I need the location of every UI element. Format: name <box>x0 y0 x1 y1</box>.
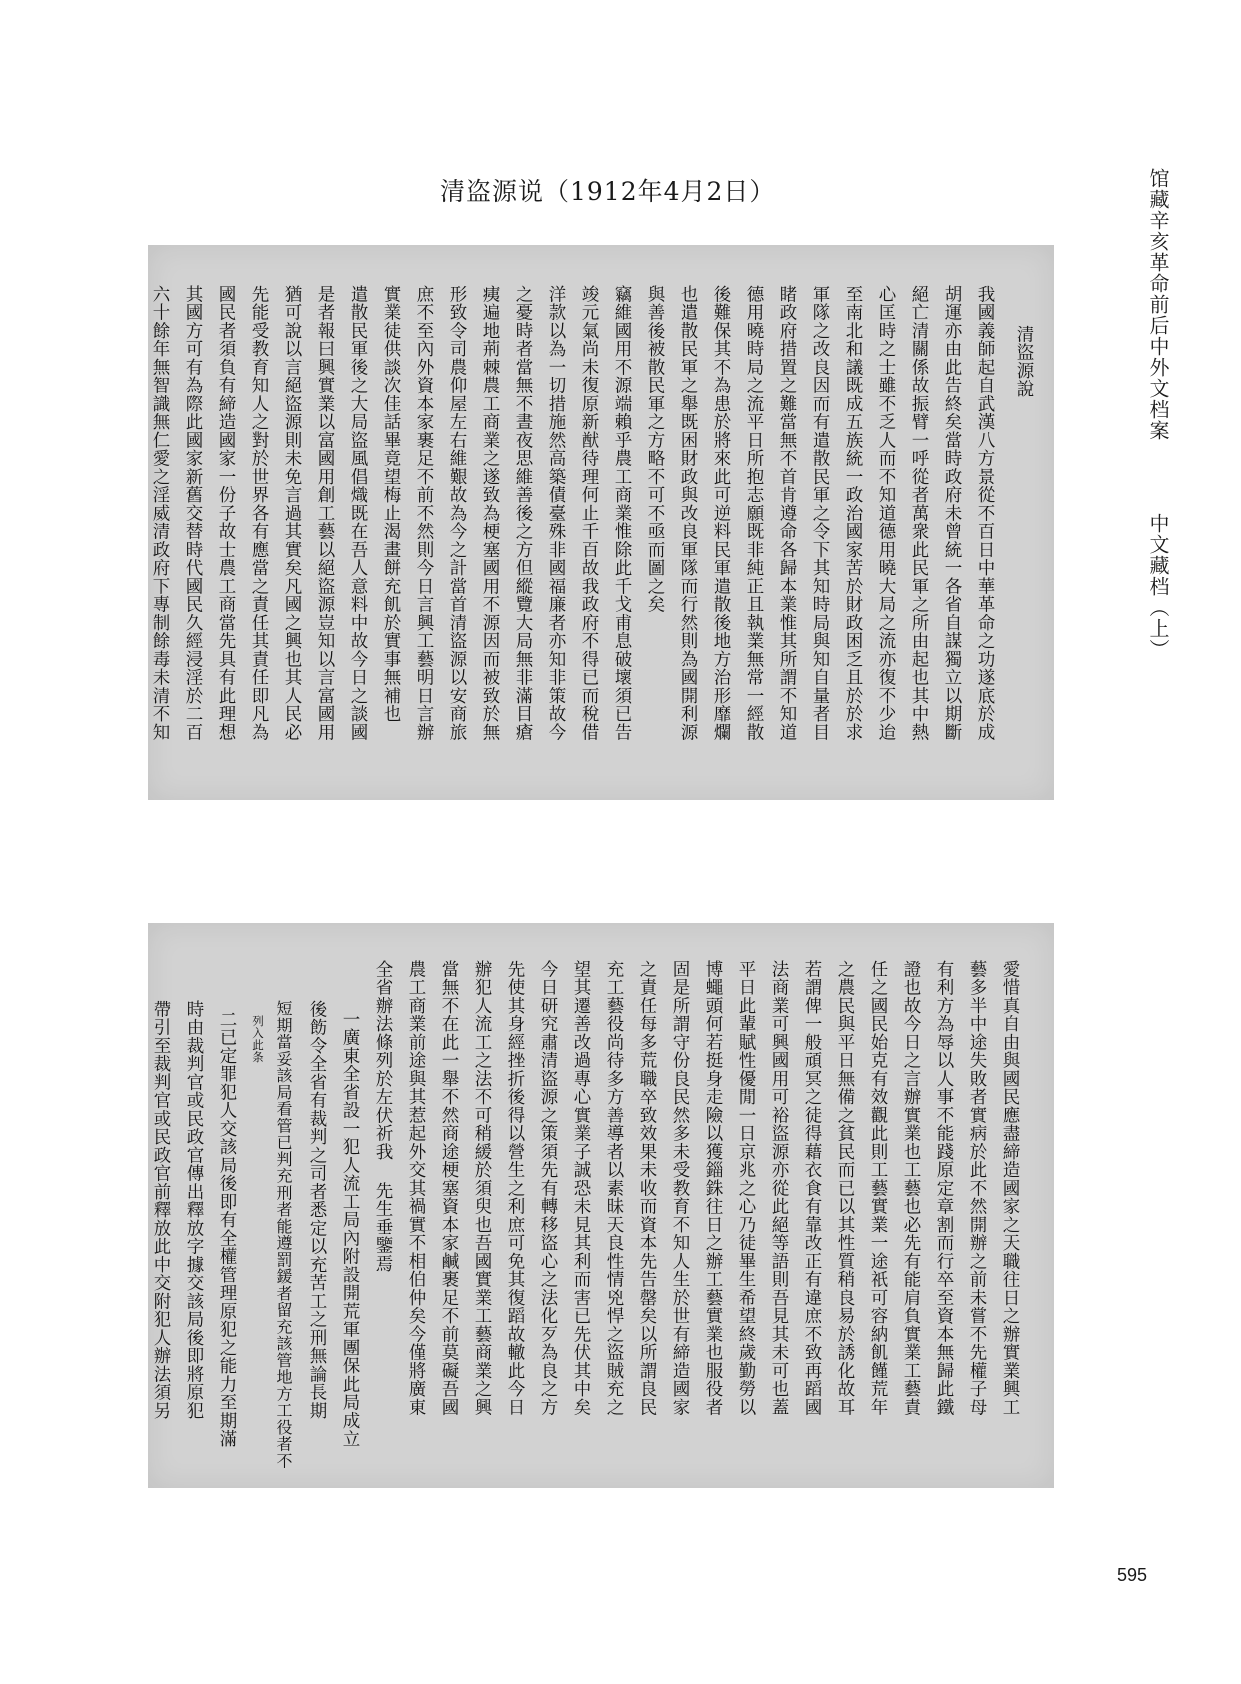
manuscript-column: 證也故今日之言辦實業也工藝也必先有能肩負實業工藝責 <box>901 960 921 1417</box>
manuscript-column: 是者報曰興實業以富國用創工藝以絕盜源豈知以言富國用 <box>315 285 335 742</box>
manuscript-column: 也遣散民軍之舉既困財政與改良軍隊而行然則為國開利源 <box>678 285 698 742</box>
manuscript-column: 藝多半中途失敗者實病於此不然開辦之前未嘗不先權子母 <box>967 960 987 1417</box>
manuscript-scan-1 <box>148 245 1054 800</box>
page-number: 595 <box>1117 1565 1148 1585</box>
manuscript-column: 一廣東全省設一犯人流工局內附設開荒軍團保此局成立 <box>340 1010 360 1448</box>
series-header <box>1144 168 1172 660</box>
manuscript-column: 後飭令全省有裁判之司者悉定以充苦工之刑無論長期 <box>307 1000 327 1420</box>
manuscript-column: 軍隊之改良因而有遣散民軍之令下其知時局與知自量者目 <box>810 285 830 742</box>
manuscript-column: 痍遍地荊棘農工商業之遂致為梗塞國用不源因而被致於無 <box>480 285 500 742</box>
manuscript-column: 形致令司農仰屋左右維艱故為今之計當首清盜源以安商旅 <box>447 285 467 742</box>
manuscript-column: 睹政府措置之難當無不首肯遵命各歸本業惟其所謂不知道 <box>777 285 797 742</box>
manuscript-column: 固是所謂守份良民然多未受教育不知人生於世有締造國家 <box>670 960 690 1417</box>
manuscript-column: 充工藝役尚待多方善導者以素昧天良性情兇悍之盜賊充之 <box>604 960 624 1417</box>
manuscript-column: 全省辦法條列於左伏祈我 先生垂鑒焉 <box>373 960 393 1273</box>
manuscript-column: 辦犯人流工之法不可稍緩於須臾也吾國實業工藝商業之興 <box>472 960 492 1417</box>
manuscript-column: 庶不至內外資本家裹足不前不然則今日言興工藝明日言辦 <box>414 285 434 742</box>
manuscript-column: 今日研究肅清盜源之策須先有轉移盜心之法化歹為良之方 <box>538 960 558 1417</box>
manuscript-column: 法商業可興國用可裕盜源亦從此絕等語則吾見其未可也蓋 <box>769 960 789 1417</box>
manuscript-column: 任之國民始克有效觀此則工藝實業一途祇可容納飢饉荒年 <box>868 960 888 1417</box>
manuscript-column: 胡運亦由此告終矣當時政府未曾統一各省自謀獨立以期斷 <box>942 285 962 742</box>
manuscript-column: 農工商業前途與其惹起外交其禍實不相伯仲矣今僅將廣東 <box>406 960 426 1417</box>
manuscript-column: 竊維國用不源端賴乎農工商業惟除此千戈甫息破壞須已告 <box>612 285 632 742</box>
manuscript-column: 其國方可有為際此國家新舊交替時代國民久經浸淫於二百 <box>183 285 203 742</box>
manuscript-column: 國民者須負有締造國家一份子故士農工商當先具有此理想 <box>216 285 236 742</box>
manuscript-column: 心匡時之士雖不乏人而不知道德用曉大局之流亦復不少迨 <box>876 285 896 742</box>
manuscript-column: 短期當妥該局看管已判充刑者能遵罰鍰者留充該管地方工役者不 <box>274 1000 293 1469</box>
manuscript-column: 猶可說以言絕盜源則未免言過其實矣凡國之興也其人民必 <box>282 285 302 742</box>
manuscript-column: 實業徒供談次佳話畢竟望梅止渴畫餅充飢於實事無補也 <box>381 285 401 723</box>
manuscript-text-1 <box>148 285 1040 741</box>
manuscript-column: 之責任每多荒職卒致效果未收而資本先告罄矣以所謂良民 <box>637 960 657 1417</box>
manuscript-column: 帶引至裁判官或民政官前釋放此中交附犯人辦法須另 <box>151 1000 171 1420</box>
manuscript-column: 六十餘年無智識無仁愛之淫威清政府下專制餘毒未清不知 <box>150 285 170 742</box>
manuscript-scan-2 <box>148 923 1054 1488</box>
manuscript-column: 若謂俾一般頑冥之徒得藉衣食有靠改正有違庶不致再蹈國 <box>802 960 822 1417</box>
manuscript-column: 有利方為辱以人事不能踐原定章割而行卒至資本無歸此鐵 <box>934 960 954 1417</box>
manuscript-column: 博蠅頭何若挺身走險以獲錙銖往日之辦工藝實業也服役者 <box>703 960 723 1417</box>
manuscript-column: 絕亡清關係故振臂一呼從者萬衆此民軍之所由起也其中熱 <box>909 285 929 742</box>
manuscript-column: 至南北和議既成五族統一政治國家苦於財政困乏且於於求 <box>843 285 863 742</box>
manuscript-column: 德用曉時局之流平日所抱志願既非純正且執業無常一經散 <box>744 285 764 742</box>
manuscript-column: 之憂時者當無不晝夜思維善後之方但縱覽大局無非滿目瘡 <box>513 285 533 742</box>
manuscript-text-2 <box>148 960 1026 1469</box>
manuscript-title: 清盜源說 <box>1014 325 1034 398</box>
manuscript-column: 當無不在此一舉不然商途梗塞資本家鹹裹足不前莫礙吾國 <box>439 960 459 1417</box>
manuscript-column: 遣散民軍後之大局盜風倡熾既在吾人意料中故今日之談國 <box>348 285 368 742</box>
page-title: 清盗源说（1912年4月2日） <box>440 177 776 206</box>
manuscript-column: 時由裁判官或民政官傳出釋放字據交該局後即將原犯 <box>184 1000 204 1420</box>
manuscript-column: 之農民與平日無備之貧民而已以其性質稍良易於誘化故耳 <box>835 960 855 1417</box>
manuscript-column: 與善後被散民軍之方略不可不亟而圖之矣 <box>645 285 665 614</box>
manuscript-column: 二已定罪犯人交該局後即有全權管理原犯之能力至期滿 <box>217 1010 237 1448</box>
manuscript-column: 先能受教育知人之對於世界各有應當之責任其責任即凡為 <box>249 285 269 742</box>
manuscript-column: 竣元氣尚未復原新猷待理何止千百故我政府不得已而稅借 <box>579 285 599 742</box>
manuscript-column: 愛惜真自由與國民應盡締造國家之天職往日之辦實業興工 <box>1000 960 1020 1417</box>
manuscript-column: 平日此輩賦性優閒一日京兆之心乃徒畢生希望終歲勤勞以 <box>736 960 756 1417</box>
manuscript-column: 我國義師起自武漢八方景從不百日中華革命之功遂底於成 <box>975 285 995 742</box>
manuscript-column: 洋款以為一切措施然高築債臺殊非國福廉者亦知非策故今 <box>546 285 566 742</box>
manuscript-column: 望其遷善改過專心實業子誠恐未見其利而害已先伏其中矣 <box>571 960 591 1417</box>
volume-title: 中文藏档（上） <box>1146 513 1170 660</box>
manuscript-column: 後難保其不為患於將來此可逆料民軍遣散後地方治形靡爛 <box>711 285 731 742</box>
manuscript-note: 列入此条 <box>251 1015 265 1063</box>
manuscript-column: 先使其身經挫折後得以營生之利庶可免其復蹈故轍此今日 <box>505 960 525 1417</box>
series-title: 馆藏辛亥革命前后中外文档案 <box>1146 168 1170 441</box>
